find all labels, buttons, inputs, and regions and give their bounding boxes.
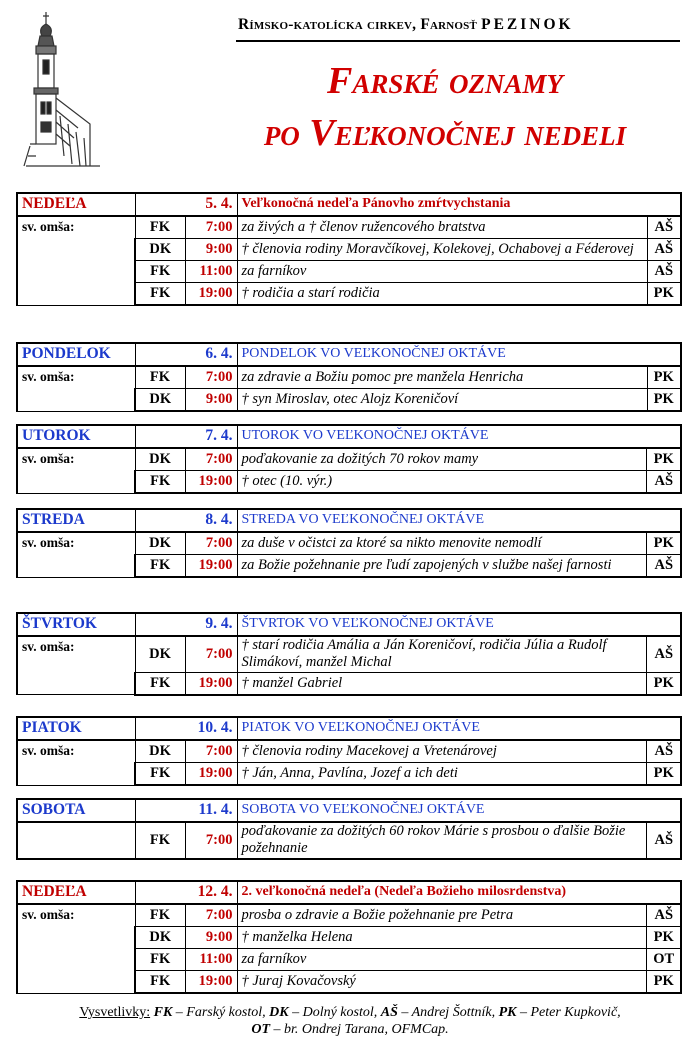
day-feast: PONDELOK VO VEĽKONOČNEJ OKTÁVE: [237, 343, 681, 366]
mass-celebrant: AŠ: [647, 216, 681, 239]
mass-label: [17, 822, 135, 859]
mass-time: 7:00: [185, 216, 237, 239]
mass-time: 11:00: [185, 261, 237, 283]
legend-text: – Farský kostol,: [175, 1005, 266, 1020]
mass-celebrant: OT: [647, 949, 681, 971]
page-title-line-1: Farské oznamy: [327, 60, 563, 102]
day-table: [16, 880, 682, 994]
mass-intention: za zdravie a Božiu pomoc pre manžela Henricha: [237, 366, 647, 389]
day-header-row: [17, 193, 681, 216]
day-date: 10. 4.: [135, 717, 237, 740]
mass-celebrant: PK: [647, 389, 681, 412]
mass-intention: prosba o zdravie a Božie požehnanie pre Petra: [237, 904, 647, 927]
day-table: [16, 424, 682, 494]
mass-place: FK: [135, 366, 185, 389]
mass-row: [17, 216, 681, 239]
mass-time: 7:00: [185, 448, 237, 471]
mass-place: DK: [135, 740, 185, 763]
mass-time: 7:00: [185, 366, 237, 389]
page-title-line-2: po Veľkonočnej nedeli: [263, 112, 627, 154]
mass-label: sv. omša:: [17, 366, 135, 411]
day-feast: STREDA VO VEĽKONOČNEJ OKTÁVE: [237, 509, 681, 532]
church-tower-logo-icon: [16, 6, 104, 174]
mass-intention: poďakovanie za dožitých 70 rokov mamy: [237, 448, 647, 471]
mass-intention: † otec (10. výr.): [237, 471, 647, 494]
day-name: NEDEĽA: [17, 881, 135, 904]
day-date: 9. 4.: [135, 613, 237, 636]
mass-celebrant: AŠ: [647, 239, 681, 261]
mass-time: 11:00: [185, 949, 237, 971]
day-header-row: [17, 881, 681, 904]
legend-abbr: AŠ: [380, 1005, 398, 1020]
mass-place: DK: [135, 448, 185, 471]
mass-place: DK: [135, 636, 185, 672]
mass-time: 9:00: [185, 389, 237, 412]
day-name: PIATOK: [17, 717, 135, 740]
mass-celebrant: PK: [647, 763, 681, 786]
day-name: ŠTVRTOK: [17, 613, 135, 636]
mass-celebrant: AŠ: [647, 740, 681, 763]
mass-place: FK: [135, 904, 185, 927]
day-header-row: [17, 343, 681, 366]
legend-line-2: [0, 1021, 700, 1038]
mass-label: sv. omša:: [17, 904, 135, 993]
mass-label: sv. omša:: [17, 532, 135, 577]
mass-celebrant: PK: [647, 927, 681, 949]
legend-abbr: OT: [251, 1022, 270, 1037]
day-table: [16, 192, 682, 306]
mass-celebrant: AŠ: [647, 555, 681, 578]
mass-intention: † členovia rodiny Macekovej a Vretenárovej: [237, 740, 647, 763]
mass-intention: za živých a † členov ružencového bratstva: [237, 216, 647, 239]
mass-place: FK: [135, 471, 185, 494]
mass-time: 19:00: [185, 971, 237, 994]
mass-celebrant: AŠ: [647, 471, 681, 494]
day-feast: SOBOTA VO VEĽKONOČNEJ OKTÁVE: [237, 799, 681, 822]
mass-intention: † Ján, Anna, Pavlína, Jozef a ich deti: [237, 763, 647, 786]
mass-intention: za duše v očistci za ktoré sa nikto menovite nemodlí: [237, 532, 647, 555]
mass-intention: za farníkov: [237, 949, 647, 971]
day-header-row: [17, 509, 681, 532]
mass-row: [17, 740, 681, 763]
legend: [0, 1004, 700, 1038]
mass-label: sv. omša:: [17, 636, 135, 695]
day-date: 11. 4.: [135, 799, 237, 822]
mass-place: FK: [135, 216, 185, 239]
mass-place: FK: [135, 672, 185, 695]
day-name: SOBOTA: [17, 799, 135, 822]
mass-celebrant: PK: [647, 672, 681, 695]
mass-celebrant: PK: [647, 366, 681, 389]
day-name: PONDELOK: [17, 343, 135, 366]
mass-intention: † manželka Helena: [237, 927, 647, 949]
mass-place: FK: [135, 949, 185, 971]
day-feast: UTOROK VO VEĽKONOČNEJ OKTÁVE: [237, 425, 681, 448]
legend-abbr: FK: [153, 1005, 173, 1020]
mass-label: sv. omša:: [17, 216, 135, 305]
day-header-row: [17, 613, 681, 636]
legend-text: – Peter Kupkovič,: [519, 1005, 621, 1020]
legend-abbr: DK: [269, 1005, 289, 1020]
day-table: [16, 798, 682, 860]
legend-line-1: [0, 1004, 700, 1021]
mass-intention: † členovia rodiny Moravčíkovej, Kolekovej, Ochabovej a Féderovej: [237, 239, 647, 261]
mass-row: [17, 822, 681, 859]
mass-place: DK: [135, 239, 185, 261]
header-divider: [236, 40, 680, 42]
day-table: [16, 612, 682, 696]
day-date: 12. 4.: [135, 881, 237, 904]
legend-text: – br. Ondrej Tarana, OFMCap.: [273, 1022, 449, 1037]
day-name: NEDEĽA: [17, 193, 135, 216]
day-table: [16, 342, 682, 412]
mass-celebrant: PK: [647, 971, 681, 994]
mass-row: [17, 904, 681, 927]
legend-text: – Dolný kostol,: [292, 1005, 378, 1020]
mass-time: 7:00: [185, 636, 237, 672]
day-date: 7. 4.: [135, 425, 237, 448]
mass-intention: † starí rodičia Amália a Ján Koreničoví, rodičia Júlia a Rudolf Slimákoví, manžel Michal: [237, 636, 647, 672]
mass-row: [17, 448, 681, 471]
mass-time: 7:00: [185, 740, 237, 763]
mass-place: DK: [135, 389, 185, 412]
mass-time: 9:00: [185, 239, 237, 261]
mass-place: FK: [135, 822, 185, 859]
day-table: [16, 508, 682, 578]
mass-intention: † Juraj Kovačovský: [237, 971, 647, 994]
parish-header: [238, 16, 574, 34]
mass-time: 9:00: [185, 927, 237, 949]
mass-place: DK: [135, 532, 185, 555]
parish-town: PEZINOK: [481, 16, 574, 33]
day-date: 6. 4.: [135, 343, 237, 366]
mass-label: sv. omša:: [17, 448, 135, 493]
mass-intention: † rodičia a starí rodičia: [237, 283, 647, 306]
mass-row: [17, 532, 681, 555]
mass-celebrant: AŠ: [647, 904, 681, 927]
mass-time: 19:00: [185, 672, 237, 695]
mass-time: 19:00: [185, 471, 237, 494]
day-feast: ŠTVRTOK VO VEĽKONOČNEJ OKTÁVE: [237, 613, 681, 636]
mass-time: 7:00: [185, 904, 237, 927]
mass-celebrant: AŠ: [647, 261, 681, 283]
mass-place: DK: [135, 927, 185, 949]
legend-label: Vysvetlivky:: [79, 1005, 151, 1020]
day-header-row: [17, 717, 681, 740]
day-name: UTOROK: [17, 425, 135, 448]
mass-celebrant: AŠ: [647, 636, 681, 672]
day-table: [16, 716, 682, 786]
parish-label: Rímsko-katolícka cirkev, Farnosť: [238, 16, 478, 33]
day-feast: 2. veľkonočná nedeľa (Nedeľa Božieho milosrdenstva): [237, 881, 681, 904]
mass-time: 7:00: [185, 822, 237, 859]
day-date: 5. 4.: [135, 193, 237, 216]
mass-celebrant: PK: [647, 283, 681, 306]
mass-celebrant: PK: [647, 532, 681, 555]
mass-time: 19:00: [185, 555, 237, 578]
mass-celebrant: AŠ: [647, 822, 681, 859]
mass-time: 19:00: [185, 283, 237, 306]
mass-place: FK: [135, 555, 185, 578]
mass-label: sv. omša:: [17, 740, 135, 785]
mass-place: FK: [135, 261, 185, 283]
day-header-row: [17, 425, 681, 448]
legend-text: – Andrej Šottník,: [401, 1005, 496, 1020]
mass-intention: za farníkov: [237, 261, 647, 283]
day-header-row: [17, 799, 681, 822]
mass-row: [17, 366, 681, 389]
day-feast: Veľkonočná nedeľa Pánovho zmŕtvychstania: [237, 193, 681, 216]
day-name: STREDA: [17, 509, 135, 532]
mass-intention: † manžel Gabriel: [237, 672, 647, 695]
mass-intention: za Božie požehnanie pre ľudí zapojených v službe našej farnosti: [237, 555, 647, 578]
mass-time: 7:00: [185, 532, 237, 555]
mass-place: FK: [135, 971, 185, 994]
mass-place: FK: [135, 283, 185, 306]
mass-row: [17, 636, 681, 672]
mass-place: FK: [135, 763, 185, 786]
mass-celebrant: PK: [647, 448, 681, 471]
mass-time: 19:00: [185, 763, 237, 786]
mass-intention: poďakovanie za dožitých 60 rokov Márie s prosbou o ďalšie Božie požehnanie: [237, 822, 647, 859]
day-feast: PIATOK VO VEĽKONOČNEJ OKTÁVE: [237, 717, 681, 740]
mass-intention: † syn Miroslav, otec Alojz Koreničoví: [237, 389, 647, 412]
legend-abbr: PK: [498, 1005, 517, 1020]
day-date: 8. 4.: [135, 509, 237, 532]
